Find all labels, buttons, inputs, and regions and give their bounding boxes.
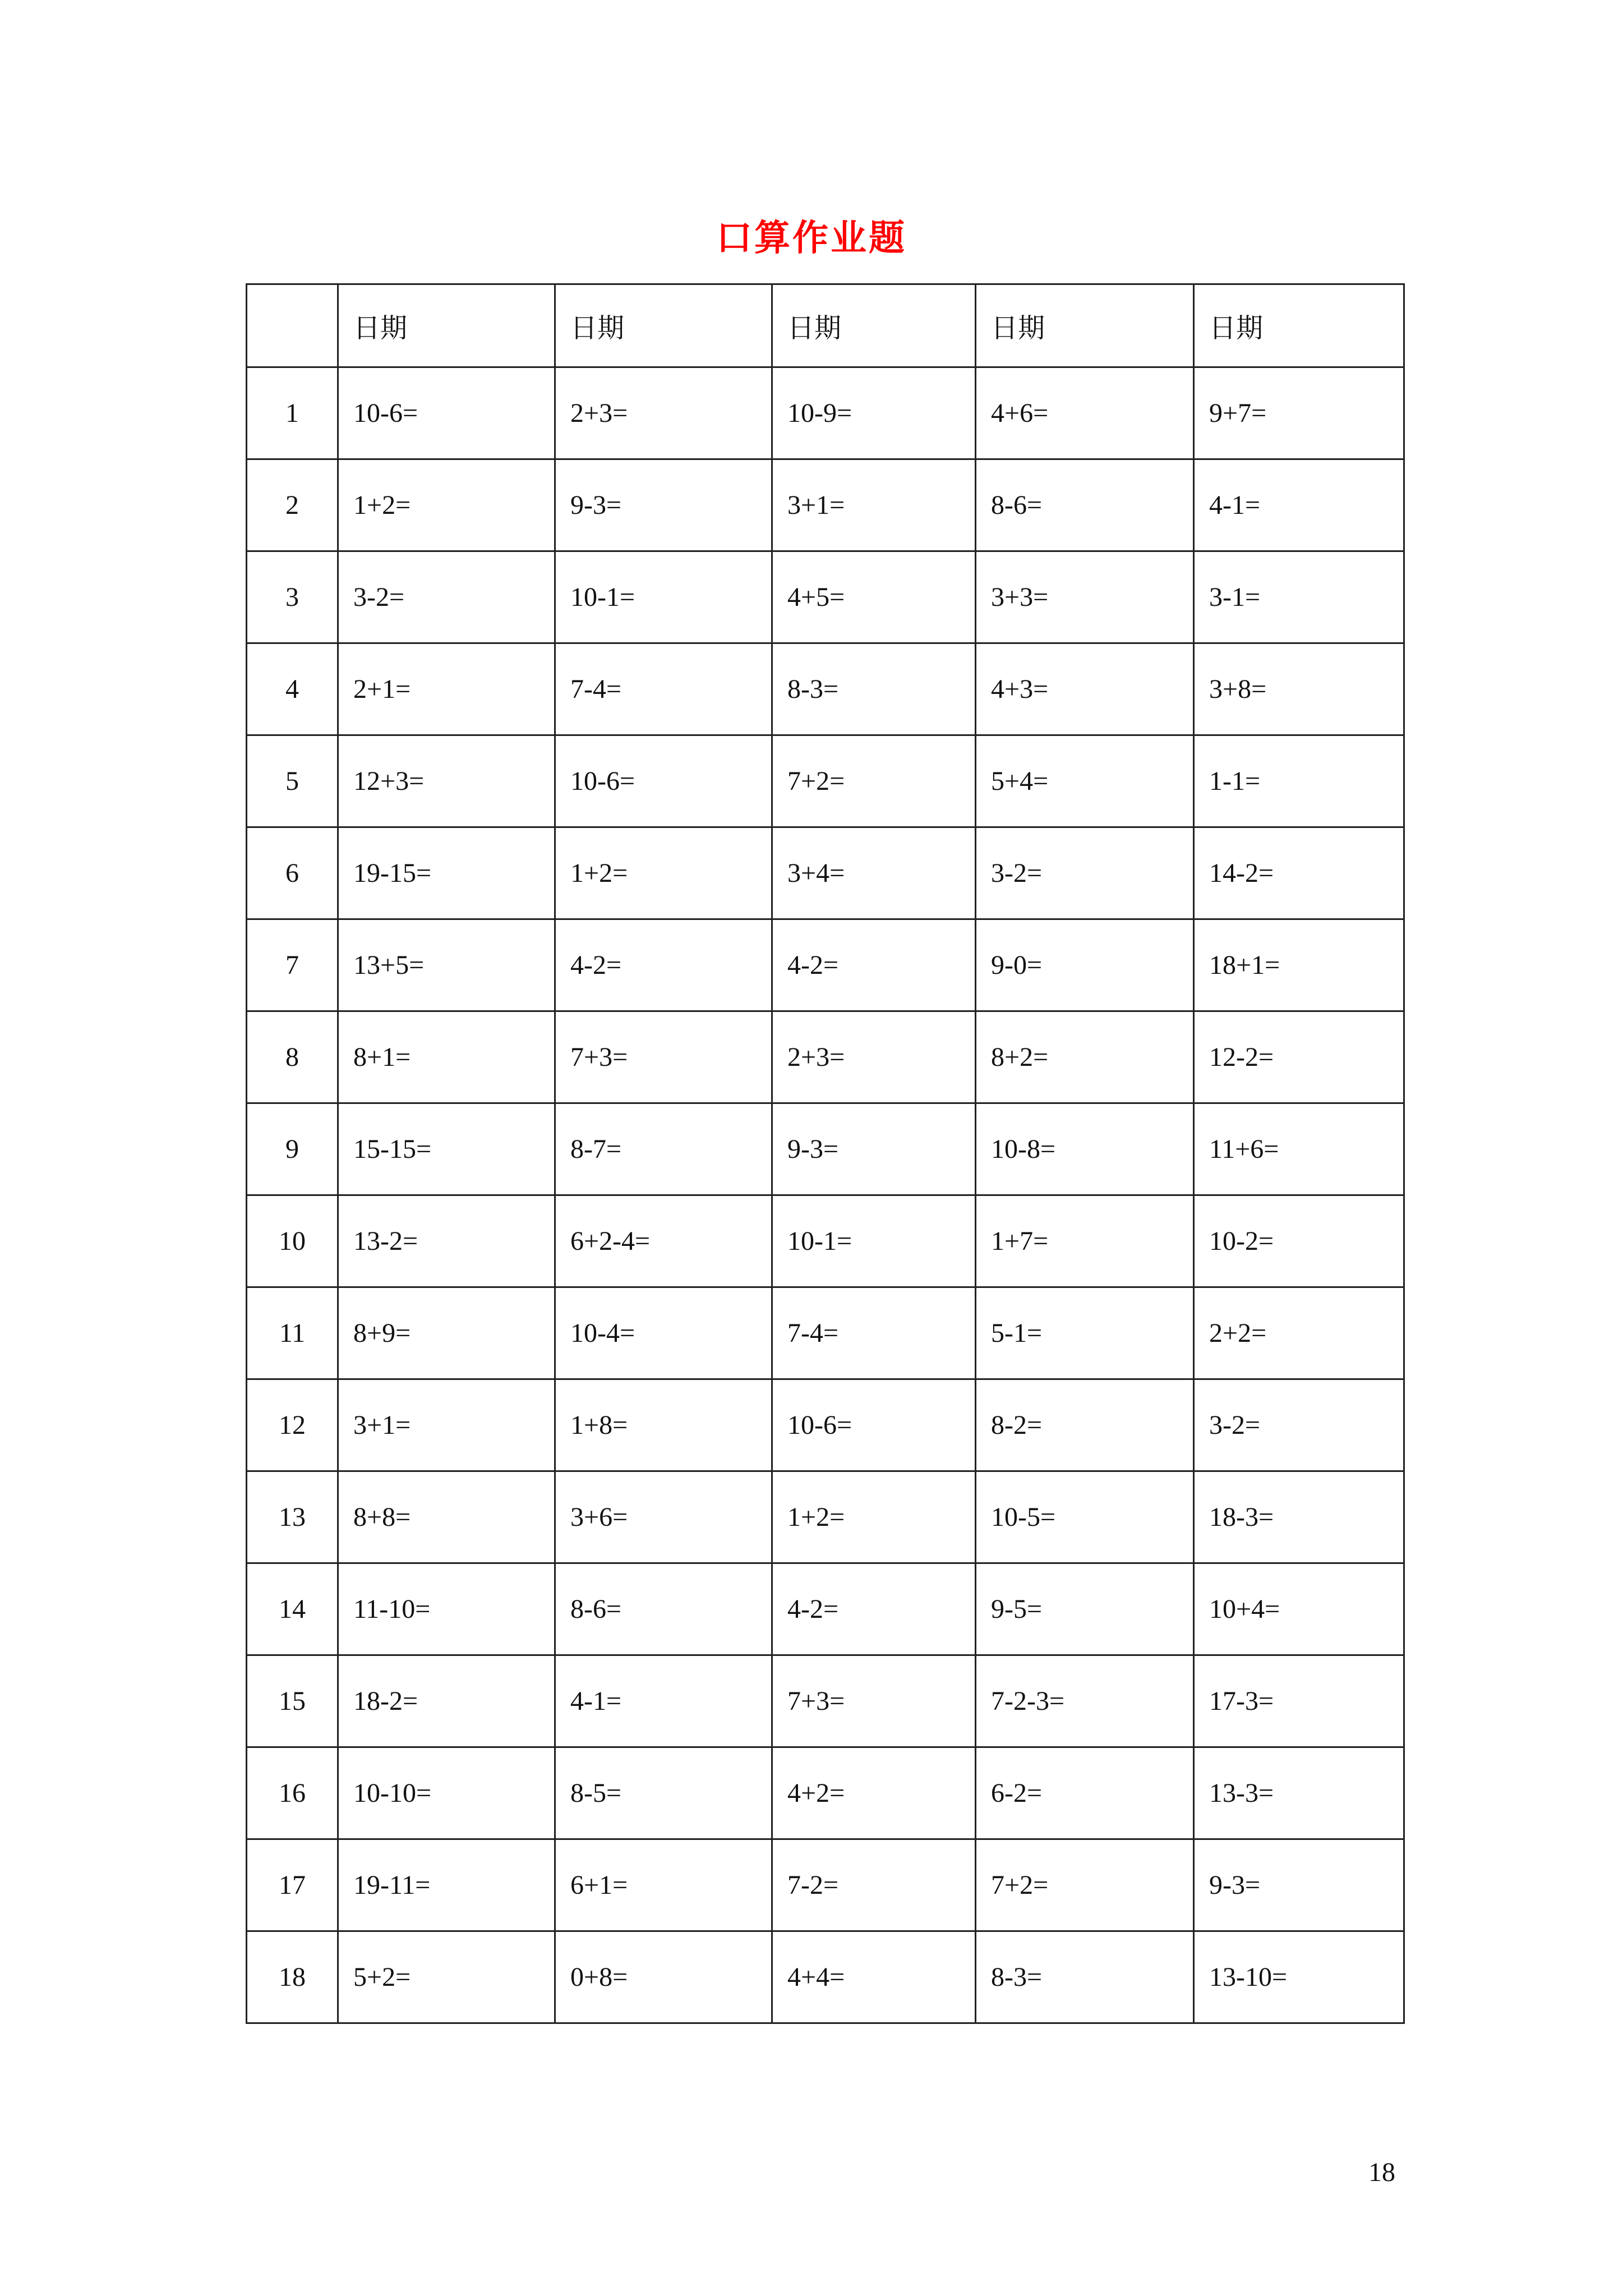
problem-cell: 4+3= xyxy=(976,643,1194,735)
problem-cell: 8-7= xyxy=(555,1103,772,1195)
row-number-cell: 2 xyxy=(247,459,338,551)
problem-cell: 3+6= xyxy=(555,1471,772,1563)
problem-cell: 10-4= xyxy=(555,1287,772,1379)
problem-cell: 19-11= xyxy=(338,1839,555,1931)
problem-cell: 1-1= xyxy=(1194,735,1404,827)
problem-cell: 17-3= xyxy=(1194,1655,1404,1747)
problem-cell: 4+5= xyxy=(772,551,976,643)
row-number-cell: 12 xyxy=(247,1379,338,1471)
problem-cell: 8-6= xyxy=(555,1563,772,1655)
table-row xyxy=(247,643,1404,735)
problem-cell: 10-2= xyxy=(1194,1195,1404,1287)
problem-cell: 3+3= xyxy=(976,551,1194,643)
problem-cell: 5+2= xyxy=(338,1931,555,2023)
problem-cell: 15-15= xyxy=(338,1103,555,1195)
row-number-cell: 9 xyxy=(247,1103,338,1195)
problem-cell: 3+1= xyxy=(338,1379,555,1471)
problem-cell: 13-10= xyxy=(1194,1931,1404,2023)
problem-cell: 9-5= xyxy=(976,1563,1194,1655)
problem-cell: 9-0= xyxy=(976,919,1194,1011)
header-date-cell: 日期 xyxy=(338,284,555,367)
table-row xyxy=(247,1563,1404,1655)
problem-cell: 13+5= xyxy=(338,919,555,1011)
problem-cell: 9-3= xyxy=(1194,1839,1404,1931)
problem-cell: 1+2= xyxy=(338,459,555,551)
problem-cell: 1+8= xyxy=(555,1379,772,1471)
problem-cell: 18-2= xyxy=(338,1655,555,1747)
row-number-cell: 16 xyxy=(247,1747,338,1839)
problem-cell: 10-10= xyxy=(338,1747,555,1839)
row-number-cell: 11 xyxy=(247,1287,338,1379)
problem-cell: 10-9= xyxy=(772,367,976,459)
header-index-cell xyxy=(247,284,338,367)
table-row xyxy=(247,735,1404,827)
row-number-cell: 17 xyxy=(247,1839,338,1931)
problem-cell: 4-1= xyxy=(1194,459,1404,551)
problem-cell: 10-1= xyxy=(772,1195,976,1287)
problem-cell: 1+2= xyxy=(555,827,772,919)
problem-cell: 4+4= xyxy=(772,1931,976,2023)
table-row xyxy=(247,1287,1404,1379)
problem-cell: 7+2= xyxy=(976,1839,1194,1931)
problem-cell: 8-3= xyxy=(976,1931,1194,2023)
table-row xyxy=(247,1839,1404,1931)
table-row xyxy=(247,1195,1404,1287)
problem-cell: 8+2= xyxy=(976,1011,1194,1103)
row-number-cell: 1 xyxy=(247,367,338,459)
problem-cell: 5-1= xyxy=(976,1287,1194,1379)
problem-cell: 3-2= xyxy=(338,551,555,643)
page-number: 18 xyxy=(1368,2157,1395,2187)
problem-cell: 18+1= xyxy=(1194,919,1404,1011)
problem-cell: 4+2= xyxy=(772,1747,976,1839)
worksheet-title: 口算作业题 xyxy=(716,218,907,259)
problem-cell: 6-2= xyxy=(976,1747,1194,1839)
problem-cell: 7-4= xyxy=(555,643,772,735)
row-number-cell: 10 xyxy=(247,1195,338,1287)
problem-cell: 2+1= xyxy=(338,643,555,735)
problem-cell: 4-2= xyxy=(772,919,976,1011)
problem-cell: 3+1= xyxy=(772,459,976,551)
problem-cell: 13-3= xyxy=(1194,1747,1404,1839)
problem-cell: 8-6= xyxy=(976,459,1194,551)
problem-cell: 0+8= xyxy=(555,1931,772,2023)
table-row xyxy=(247,551,1404,643)
problem-cell: 4-1= xyxy=(555,1655,772,1747)
row-number-cell: 7 xyxy=(247,919,338,1011)
problem-cell: 14-2= xyxy=(1194,827,1404,919)
problem-cell: 2+2= xyxy=(1194,1287,1404,1379)
problem-cell: 4-2= xyxy=(555,919,772,1011)
problem-cell: 3+4= xyxy=(772,827,976,919)
problem-cell: 9+7= xyxy=(1194,367,1404,459)
problem-cell: 8-2= xyxy=(976,1379,1194,1471)
table-row xyxy=(247,1011,1404,1103)
problem-cell: 10-8= xyxy=(976,1103,1194,1195)
problem-cell: 9-3= xyxy=(555,459,772,551)
problem-cell: 7-2= xyxy=(772,1839,976,1931)
problem-cell: 8+9= xyxy=(338,1287,555,1379)
problem-cell: 7+3= xyxy=(772,1655,976,1747)
problem-cell: 8+1= xyxy=(338,1011,555,1103)
problem-cell: 8+8= xyxy=(338,1471,555,1563)
table-row xyxy=(247,919,1404,1011)
table-row xyxy=(247,1655,1404,1747)
table-row xyxy=(247,1103,1404,1195)
problem-cell: 9-3= xyxy=(772,1103,976,1195)
problem-cell: 6+2-4= xyxy=(555,1195,772,1287)
problem-cell: 2+3= xyxy=(772,1011,976,1103)
problem-cell: 10-6= xyxy=(555,735,772,827)
row-number-cell: 14 xyxy=(247,1563,338,1655)
table-row xyxy=(247,1747,1404,1839)
problem-cell: 3-1= xyxy=(1194,551,1404,643)
problem-cell: 4+6= xyxy=(976,367,1194,459)
problem-cell: 7-4= xyxy=(772,1287,976,1379)
problem-cell: 8-3= xyxy=(772,643,976,735)
problem-cell: 5+4= xyxy=(976,735,1194,827)
table-row xyxy=(247,459,1404,551)
table-row xyxy=(247,367,1404,459)
problem-cell: 2+3= xyxy=(555,367,772,459)
row-number-cell: 6 xyxy=(247,827,338,919)
header-date-cell: 日期 xyxy=(555,284,772,367)
row-number-cell: 3 xyxy=(247,551,338,643)
table-row xyxy=(247,1379,1404,1471)
header-date-cell: 日期 xyxy=(976,284,1194,367)
problem-cell: 1+2= xyxy=(772,1471,976,1563)
problem-cell: 1+7= xyxy=(976,1195,1194,1287)
table-row xyxy=(247,827,1404,919)
problem-cell: 11+6= xyxy=(1194,1103,1404,1195)
row-number-cell: 4 xyxy=(247,643,338,735)
row-number-cell: 18 xyxy=(247,1931,338,2023)
problem-cell: 8-5= xyxy=(555,1747,772,1839)
problem-cell: 13-2= xyxy=(338,1195,555,1287)
row-number-cell: 13 xyxy=(247,1471,338,1563)
header-row xyxy=(247,284,1404,367)
problem-cell: 7+3= xyxy=(555,1011,772,1103)
problem-cell: 7-2-3= xyxy=(976,1655,1194,1747)
header-date-cell: 日期 xyxy=(1194,284,1404,367)
problem-cell: 12-2= xyxy=(1194,1011,1404,1103)
problem-cell: 10-6= xyxy=(338,367,555,459)
problem-cell: 10-6= xyxy=(772,1379,976,1471)
row-number-cell: 15 xyxy=(247,1655,338,1747)
row-number-cell: 8 xyxy=(247,1011,338,1103)
problem-cell: 4-2= xyxy=(772,1563,976,1655)
problem-cell: 19-15= xyxy=(338,827,555,919)
problem-cell: 18-3= xyxy=(1194,1471,1404,1563)
problem-cell: 6+1= xyxy=(555,1839,772,1931)
problem-cell: 11-10= xyxy=(338,1563,555,1655)
problem-cell: 3-2= xyxy=(976,827,1194,919)
arithmetic-table xyxy=(246,283,1405,2024)
problem-cell: 10-5= xyxy=(976,1471,1194,1563)
table-row xyxy=(247,1471,1404,1563)
header-date-cell: 日期 xyxy=(772,284,976,367)
problem-cell: 3+8= xyxy=(1194,643,1404,735)
problem-cell: 10-1= xyxy=(555,551,772,643)
problem-cell: 12+3= xyxy=(338,735,555,827)
table-row xyxy=(247,1931,1404,2023)
row-number-cell: 5 xyxy=(247,735,338,827)
problem-cell: 10+4= xyxy=(1194,1563,1404,1655)
problem-cell: 3-2= xyxy=(1194,1379,1404,1471)
problem-cell: 7+2= xyxy=(772,735,976,827)
